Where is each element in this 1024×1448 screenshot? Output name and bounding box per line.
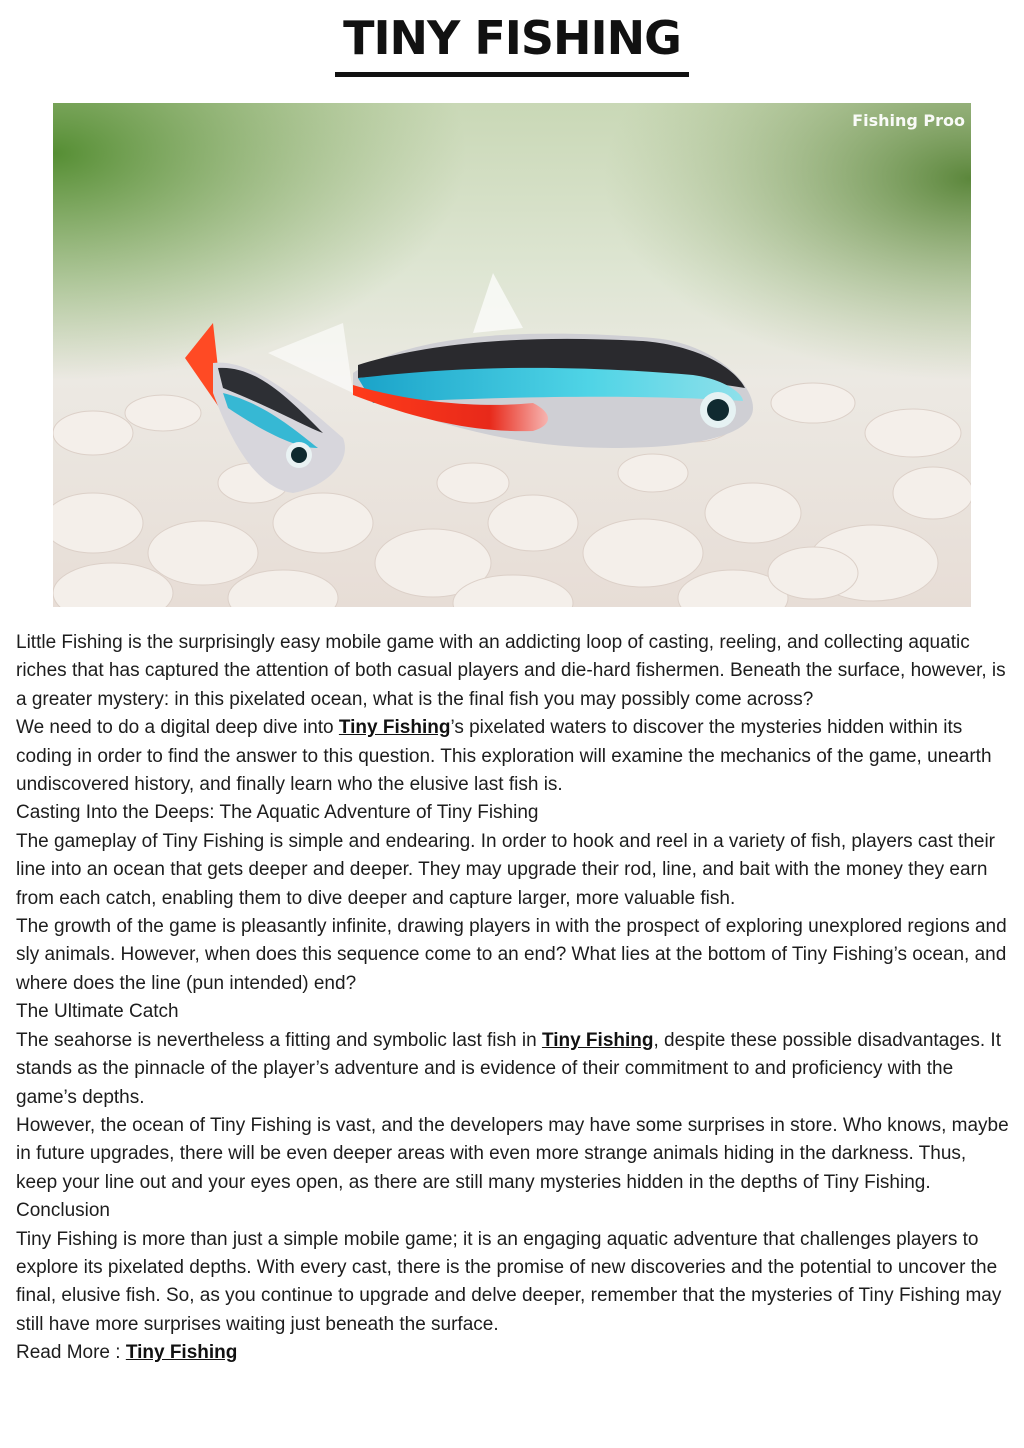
section-heading: Conclusion (16, 1200, 110, 1222)
page-title: TINY FISHING (335, 10, 689, 77)
section-heading: Casting Into the Deeps: The Aquatic Adventure of Tiny Fishing (16, 802, 539, 824)
hero-image (53, 103, 971, 607)
watermark: Fishing Proo (852, 111, 965, 130)
paragraph (16, 1027, 1012, 1112)
tiny-fishing-link[interactable]: Tiny Fishing (541, 1029, 654, 1051)
paragraph-text: ’s pixelated waters to discover the mysteries hidden within its coding in order to find the answer to this question. This exploration will examine the mechanics of the game, unearth undiscovered history, and finally learn who the elusive last fish is. (16, 717, 992, 796)
paragraph: Little Fishing is the surprisingly easy mobile game with an addicting loop of casting, reeling, and collecting aquatic riches that has captured the attention of both casual players and die-hard fishermen. Beneath the surface, however, is a greater mystery: in this pixelated ocean, what is the final fish you may possibly come across? (16, 632, 1006, 710)
paragraph: The gameplay of Tiny Fishing is simple and endearing. In order to hook and reel in a variety of fish, players cast their line into an ocean that gets deeper and deeper. They may upgrade their rod, line, and bait with the money they earn from each catch, enabling them to dive deeper and capture larger, more valuable fish. (16, 830, 996, 909)
section-heading: The Ultimate Catch (16, 1001, 179, 1023)
paragraph-text: We need to do a digital deep dive into (16, 717, 339, 739)
tiny-fishing-link[interactable]: Tiny Fishing (338, 717, 451, 739)
paragraph: Tiny Fishing is more than just a simple mobile game; it is an engaging aquatic adventure that challenges players to explore its pixelated depths. With every cast, there is the promise of new discoveries and the potential to uncover the final, elusive fish. So, as you continue to upgrade and delve deeper, remember that the mysteries of Tiny Fishing may still have more surprises waiting just beneath the surface. (16, 1228, 1002, 1335)
neon-tetra-fish-photo (53, 103, 971, 607)
paragraph: However, the ocean of Tiny Fishing is vast, and the developers may have some surprises in store. Who knows, maybe in future upgrades, there will be even deeper areas with even more strange animals hiding in the darkness. Thus, keep your line out and your eyes open, as there are still many mysteries hidden in the depths of Tiny Fishing. (16, 1114, 1009, 1193)
paragraph (16, 714, 1012, 799)
paragraph: The growth of the game is pleasantly infinite, drawing players in with the prospect of exploring unexplored regions and sly animals. However, when does this sequence come to an end? What lies at the bottom of Tiny Fishing’s ocean, and where does the line (pun intended) end? (16, 916, 1007, 994)
read-more-label: Read More : (16, 1342, 126, 1364)
tiny-fishing-link[interactable]: Tiny Fishing (125, 1342, 238, 1364)
title-wrap (0, 10, 1024, 77)
paragraph-text: , despite these possible disadvantages. It stands as the pinnacle of the player’s adventure and is evidence of their commitment to and proficiency with the game’s depths. (16, 1029, 1001, 1108)
paragraph-text: The seahorse is nevertheless a fitting and symbolic last fish in (16, 1029, 542, 1051)
article-body (16, 629, 1012, 1368)
read-more (16, 1339, 1012, 1367)
